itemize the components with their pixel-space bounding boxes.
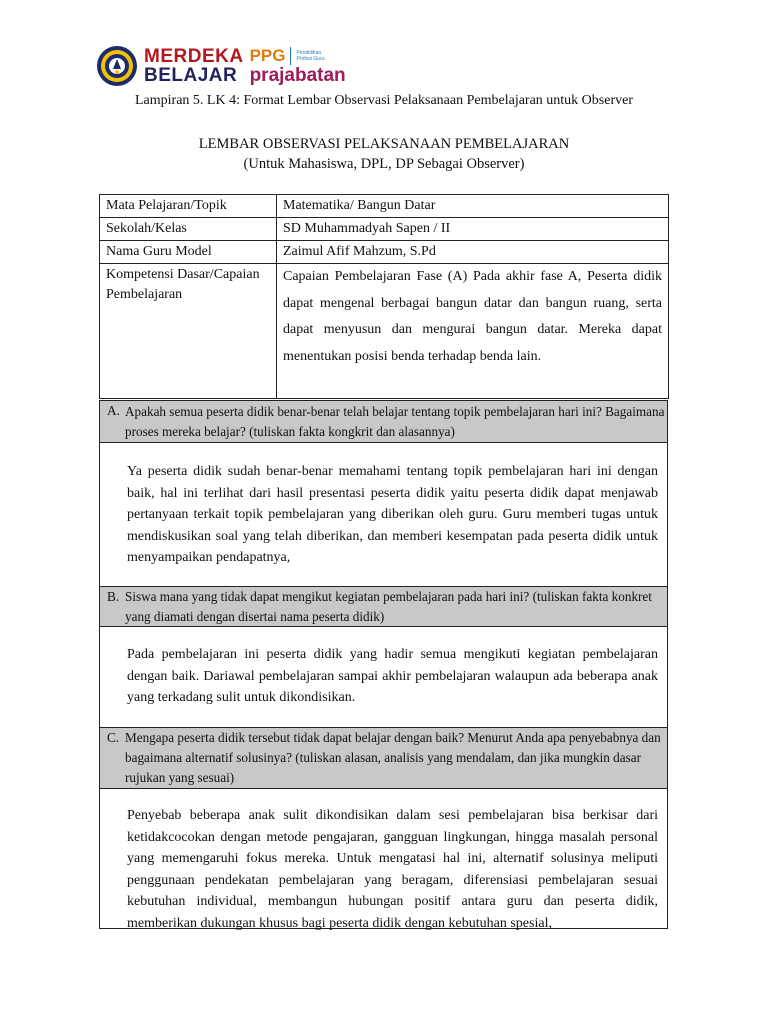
question-letter: B. — [107, 589, 120, 604]
question-letter: A. — [107, 403, 120, 418]
belajar-text: BELAJAR — [144, 65, 238, 86]
prajabatan-word: prajabatan — [249, 65, 346, 86]
merdeka-belajar-logo — [144, 47, 244, 85]
title-line-2: (Untuk Mahasiswa, DPL, DP Sebagai Observer) — [243, 156, 525, 172]
header-logo — [96, 44, 346, 88]
label-cell: Kompetensi Dasar/Capaian Pembelajaran — [100, 264, 277, 399]
title-line-1: LEMBAR OBSERVASI PELAKSANAAN PEMBELAJARAN — [198, 136, 570, 152]
value-cell: Capaian Pembelajaran Fase (A) Pada akhir fase A, Peserta didik dapat mengenal berbagai bangun datar dan bangun ruang, serta dapat menyusun dan mengurai bangun datar. Mereka dapat menentukan posisi benda terhadap benda lain. — [277, 264, 669, 399]
question-c — [100, 727, 667, 789]
question-text: Apakah semua peserta didik benar-benar telah belajar tentang topik pembelajaran hari ini? Bagaimana proses mereka belajar? (tuliskan fakta kongkrit dan alasannya) — [125, 404, 665, 439]
table-row — [100, 264, 669, 399]
table-row — [100, 218, 669, 241]
info-table — [99, 194, 669, 399]
ppg-word: PPG — [249, 46, 286, 65]
value-cell: Matematika/ Bangun Datar — [277, 195, 669, 218]
question-text: Siswa mana yang tidak dapat mengikut kegiatan pembelajaran pada hari ini? (tuliskan fakta konkret yang diamati dengan disertai nama peserta didik) — [125, 589, 652, 624]
question-text: Mengapa peserta didik tersebut tidak dapat belajar dengan baik? Menurut Anda apa penyebabnya dan bagaimana alternatif solusinya? (tuliskan alasan, analisis yang mendalam, dan jika mungkin dasar rujukan yang sesuai) — [125, 730, 661, 785]
answer-b: Pada pembelajaran ini peserta didik yang hadir semua mengikuti kegiatan pembelajaran dengan baik. Dariawal pembelajaran sampai akhir pembelajaran walaupun ada beberapa anak yang terkadang sulit untuk dikondisikan. — [127, 647, 658, 705]
label-cell: Mata Pelajaran/Topik — [100, 195, 277, 218]
ppg-divider — [290, 47, 291, 65]
question-b — [100, 586, 667, 627]
appendix-caption: Lampiran 5. LK 4: Format Lembar Observasi Pelaksanaan Pembelajaran untuk Observer — [134, 93, 633, 108]
question-letter: C. — [107, 730, 120, 745]
document-title — [0, 134, 768, 174]
value-cell: SD Muhammadyah Sapen / II — [277, 218, 669, 241]
ppg-subtitle: Pendidikan Profesi Guru — [296, 50, 325, 62]
table-row — [100, 241, 669, 264]
answer-a: Ya peserta didik sudah benar-benar memahami tentang topik pembelajaran hari ini dengan baik, hal ini terlihat dari hasil presentasi peserta didik yaitu peserta didik dapat menjawab pertanyaan terkait topik pembelajaran yang diberikan oleh guru. Guru memberi tugas untuk mendiskusikan soal yang telah diberikan, dan memberi kesempatan pada peserta didik untuk menyampaikan pendapatnya, — [127, 464, 658, 565]
value-cell: Zaimul Afif Mahzum, S.Pd — [277, 241, 669, 264]
observation-questions — [99, 400, 668, 929]
question-a — [100, 401, 667, 443]
label-cell: Nama Guru Model — [100, 241, 277, 264]
merdeka-text: MERDEKA — [144, 46, 244, 67]
ppg-logo — [250, 46, 346, 86]
label-cell: Sekolah/Kelas — [100, 218, 277, 241]
university-seal-icon — [96, 45, 138, 87]
table-row — [100, 195, 669, 218]
answer-c: Penyebab beberapa anak sulit dikondisikan dalam sesi pembelajaran bisa berkisar dari ketidakcocokan dengan metode pengajaran, gangguan lingkungan, hingga masalah personal yang memengaruhi fokus mereka. Untuk mengatasi hal ini, alternatif solusinya meliputi penggunaan pendekatan pembelajaran yang beragam, diferensiasi pembelajaran sesuai kebutuhan individual, membangun hubungan positif antara guru dan peserta didik, memberikan dukungan khusus bagi peserta didik dengan kebutuhan spesial, — [127, 808, 658, 931]
